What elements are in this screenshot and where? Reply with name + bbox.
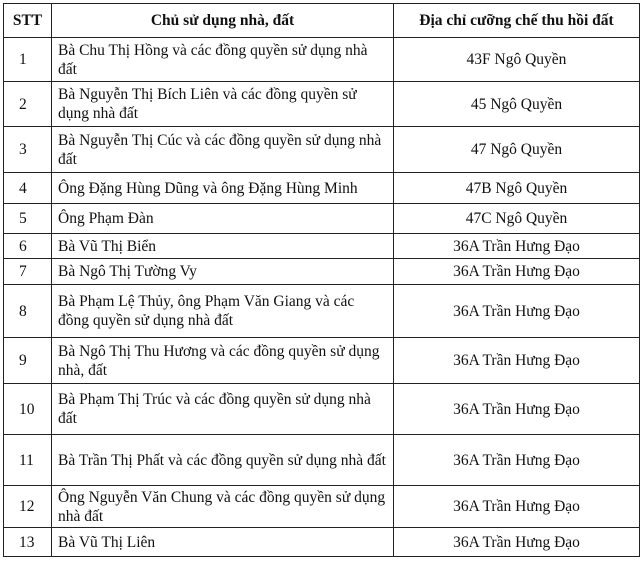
row-stt: 12 — [4, 486, 52, 528]
row-owner: Bà Nguyễn Thị Cúc và các đồng quyền sử dụng nhà đất — [52, 127, 394, 173]
row-owner: Bà Ngô Thị Tường Vy — [52, 259, 394, 285]
table-row — [4, 38, 640, 82]
row-address: 43F Ngô Quyền — [394, 38, 640, 82]
land-recovery-table — [3, 3, 640, 557]
row-stt: 3 — [4, 127, 52, 173]
row-owner: Bà Ngô Thị Thu Hương và các đồng quyền sử dụng nhà, đất — [52, 338, 394, 384]
table-row — [4, 259, 640, 285]
table-row — [4, 173, 640, 204]
row-stt: 9 — [4, 338, 52, 384]
row-owner: Ông Nguyễn Văn Chung và các đồng quyền sử dụng nhà đất — [52, 486, 394, 528]
row-address: 36A Trần Hưng Đạo — [394, 528, 640, 557]
row-address: 36A Trần Hưng Đạo — [394, 338, 640, 384]
row-stt: 7 — [4, 259, 52, 285]
header-row — [4, 4, 640, 38]
row-address: 47C Ngô Quyền — [394, 204, 640, 234]
table-row — [4, 127, 640, 173]
row-address: 36A Trần Hưng Đạo — [394, 285, 640, 338]
document-table-wrapper — [3, 3, 639, 557]
header-address: Địa chỉ cưỡng chế thu hồi đất — [394, 4, 640, 38]
header-stt: STT — [4, 4, 52, 38]
table-row — [4, 338, 640, 384]
row-owner: Bà Phạm Thị Trúc và các đồng quyền sử dụng nhà đất — [52, 384, 394, 435]
table-row — [4, 384, 640, 435]
row-address: 47 Ngô Quyền — [394, 127, 640, 173]
table-row — [4, 204, 640, 234]
row-stt: 4 — [4, 173, 52, 204]
row-owner: Bà Vũ Thị Biển — [52, 234, 394, 259]
row-owner: Bà Trần Thị Phất và các đồng quyền sử dụng nhà đất — [52, 435, 394, 486]
table-row — [4, 234, 640, 259]
header-owner: Chủ sử dụng nhà, đất — [52, 4, 394, 38]
table-row — [4, 435, 640, 486]
row-address: 36A Trần Hưng Đạo — [394, 259, 640, 285]
table-row — [4, 486, 640, 528]
row-stt: 6 — [4, 234, 52, 259]
row-stt: 13 — [4, 528, 52, 557]
table-body — [4, 38, 640, 557]
row-stt: 11 — [4, 435, 52, 486]
table-row — [4, 528, 640, 557]
row-address: 36A Trần Hưng Đạo — [394, 435, 640, 486]
table-row — [4, 82, 640, 127]
row-owner: Ông Đặng Hùng Dũng và ông Đặng Hùng Minh — [52, 173, 394, 204]
table-row — [4, 285, 640, 338]
row-owner: Bà Nguyễn Thị Bích Liên và các đồng quyền sử dụng nhà đất — [52, 82, 394, 127]
row-address: 36A Trần Hưng Đạo — [394, 486, 640, 528]
row-stt: 10 — [4, 384, 52, 435]
row-stt: 5 — [4, 204, 52, 234]
row-stt: 2 — [4, 82, 52, 127]
row-owner: Ông Phạm Đàn — [52, 204, 394, 234]
row-address: 45 Ngô Quyền — [394, 82, 640, 127]
table-header — [4, 4, 640, 38]
row-stt: 1 — [4, 38, 52, 82]
row-owner: Bà Vũ Thị Liên — [52, 528, 394, 557]
row-address: 47B Ngô Quyền — [394, 173, 640, 204]
row-owner: Bà Chu Thị Hồng và các đồng quyền sử dụng nhà đất — [52, 38, 394, 82]
row-address: 36A Trần Hưng Đạo — [394, 384, 640, 435]
row-stt: 8 — [4, 285, 52, 338]
row-address: 36A Trần Hưng Đạo — [394, 234, 640, 259]
row-owner: Bà Phạm Lệ Thủy, ông Phạm Văn Giang và các đồng quyền sử dụng nhà đất — [52, 285, 394, 338]
